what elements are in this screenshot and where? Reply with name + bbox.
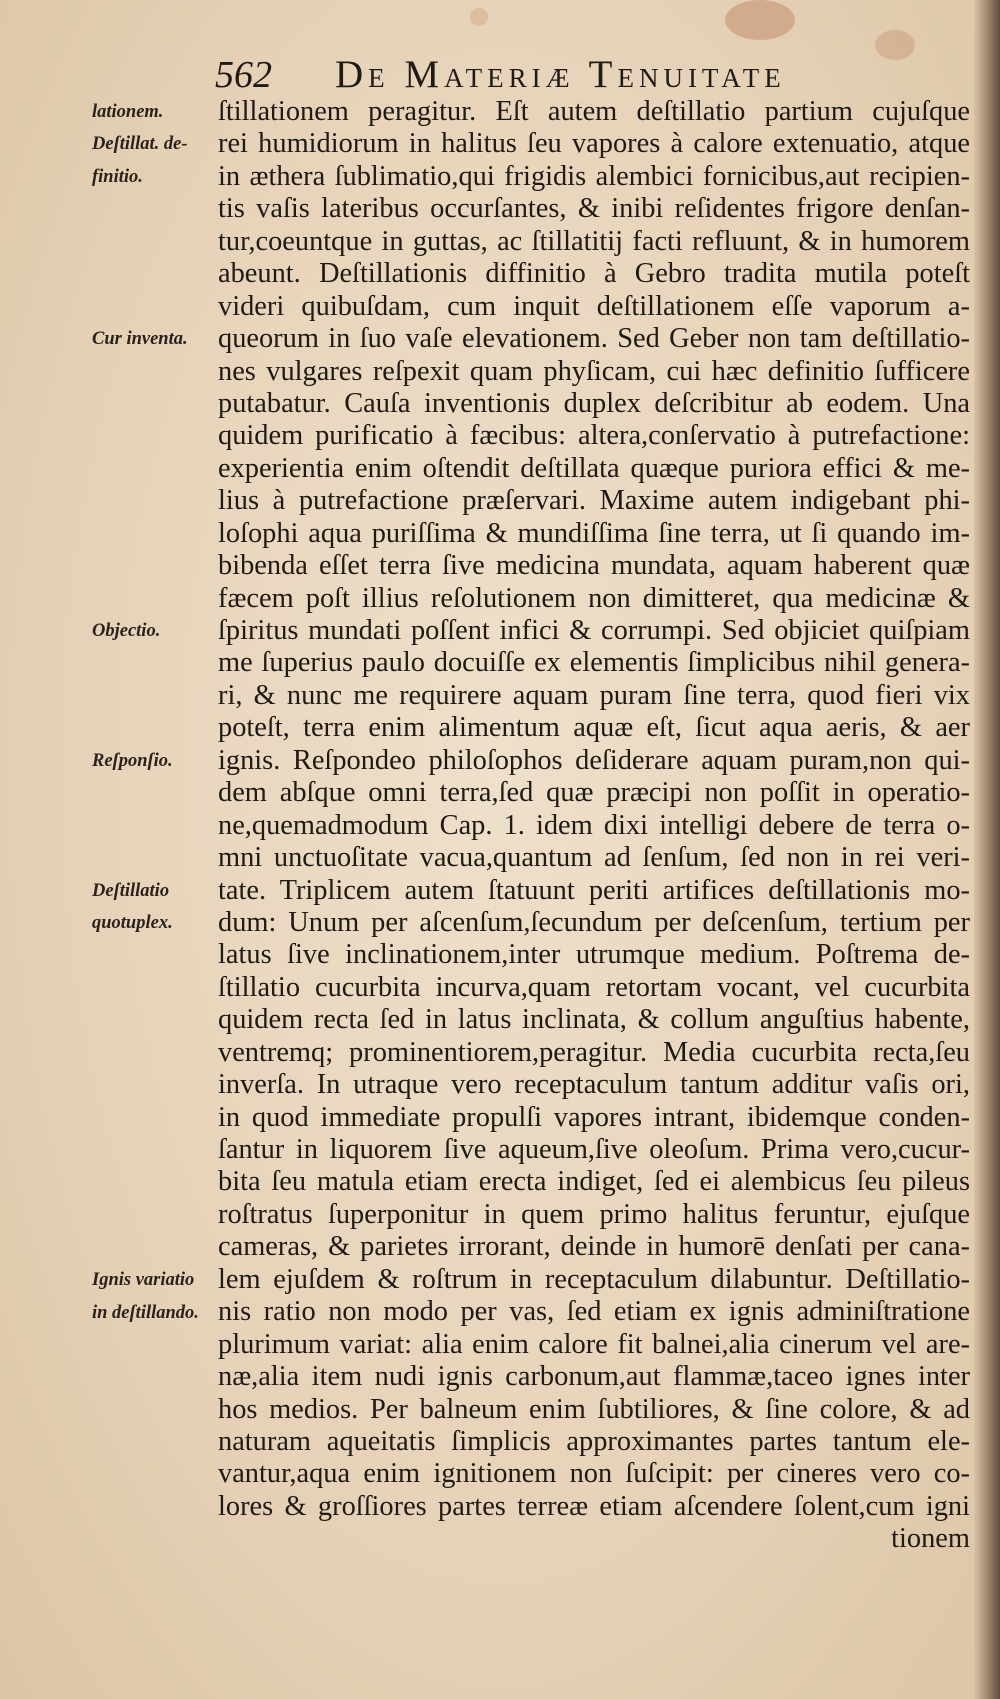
margin-note [92, 875, 224, 940]
text-line: mni unctuoſitate vacua,quantum ad ſenſum, ſed non in rei veri- [218, 842, 970, 874]
text-line: cameras, & parietes irrorant, deinde in humorē denſati per cana- [218, 1231, 970, 1263]
text-line: videri quibuſdam, cum inquit deſtillationem eſſe vaporum a- [218, 290, 970, 322]
text-line: hos medios. Per balneum enim ſubtiliores, & ſine colore, & ad [218, 1393, 970, 1425]
text-line: bibenda eſſet terra ſive medicina mundata, aquam haberent quæ [218, 550, 970, 582]
body-text [218, 96, 970, 1556]
text-line: poteſt, terra enim alimentum aquæ eſt, ſicut aqua aeris, & aer [218, 712, 970, 744]
text-line: in quod immediate propulſi vapores intrant, ibidemque conden- [218, 1101, 970, 1133]
text-line: ſpiritus mundati poſſent infici & corrumpi. Sed objiciet quiſpiam [218, 615, 970, 646]
margin-note [92, 323, 224, 355]
margin-note-line: Ignis variatio [92, 1270, 195, 1291]
text-line: ſantur in liquorem ſive aqueum,ſive oleoſum. Prima vero,cucur- [218, 1134, 970, 1165]
page-gutter-shadow [974, 0, 1000, 1699]
text-line: plurimum variat: alia enim calore fit balnei,alia cinerum vel are- [218, 1328, 970, 1360]
text-line: lores & groſſiores partes terreæ etiam aſcendere ſolent,cum igni [218, 1490, 970, 1522]
text-line: me ſuperius paulo docuiſſe ex elementis ſimplicibus nihil generа- [218, 647, 970, 679]
margin-note-line: Cur inventa. [92, 329, 188, 350]
text-line: abeunt. Deſtillationis diffinitio à Gebro tradita mutila poteſt [218, 258, 970, 290]
text-line: nes vulgares reſpexit quam phyſicam, cui hæc definitio ſufficere [218, 355, 970, 387]
margin-note [92, 96, 224, 128]
text-line: dum: Unum per aſcenſum,ſecundum per deſcenſum, tertium per [218, 906, 970, 938]
margin-note-line: lationem. [92, 102, 164, 122]
page-stain [725, 0, 795, 40]
text-line: tate. Triplicem autem ſtatuunt periti artifices deſtillationis mo- [218, 874, 970, 906]
text-line: vantur,aqua enim ignitionem non ſuſcipit: per cineres vero co- [218, 1458, 970, 1490]
text-line: naturam aqueitatis ſimplicis approximantes partes tantum ele- [218, 1425, 970, 1457]
margin-note [92, 128, 224, 193]
text-line: ignis. Reſpondeo philoſophos deſiderare aquam puram,non qui- [218, 744, 970, 776]
margin-note-line: quotuplex. [92, 913, 173, 934]
page-number: 562 [215, 54, 272, 96]
text-line: lius à putrefactione præſervari. Maxime autem indigebant phi- [218, 485, 970, 517]
text-line: dem abſque omni terra,ſed quæ præcipi non poſſit in operatio- [218, 777, 970, 809]
text-line: ri, & nunc me requirere aquam puram ſine terra, quod fieri vix [218, 679, 970, 711]
margin-note [92, 615, 224, 647]
text-line: ſtillationem peragitur. Eſt autem deſtillatio partium cujuſque [218, 96, 970, 127]
text-line: ſtillatio cucurbita incurva,quam retortam vocant, vel cucurbita [218, 971, 970, 1003]
text-line: bita ſeu matula etiam erecta indiget, ſed ei alembicus ſeu pileus [218, 1166, 970, 1198]
text-line: quidem recta ſed in latus inclinata, & collum anguſtius habente, [218, 1004, 970, 1036]
text-line: quidem purificatio à fæcibus: altera,conſervatio à putrefactione: [218, 420, 970, 452]
running-title: De Materiæ Tenuitate [335, 53, 786, 96]
page-stain [470, 8, 488, 26]
text-line: næ,alia item nudi ignis carbonum,aut flammæ,taceo ignes inter [218, 1361, 970, 1393]
margin-note-line: in deſtillando. [92, 1302, 199, 1323]
margin-note-line: Deſtillat. de- [92, 134, 188, 155]
text-line: in æthera ſublimatio,qui frigidis alembici fornicibus,aut recipien- [218, 160, 970, 192]
text-line: rei humidiorum in halitus ſeu vapores à calore extenuatio, atque [218, 128, 970, 160]
margin-note-line: Deſtillatio [92, 880, 170, 901]
margin-note-line: finitio. [92, 166, 143, 187]
margin-note [92, 745, 224, 777]
text-line: roſtratus ſuperponitur in quem primo halitus feruntur, ejuſque [218, 1198, 970, 1230]
text-line: putabatur. Cauſa inventionis duplex deſcribitur ab eodem. Una [218, 387, 970, 419]
text-line: ne,quemadmodum Cap. 1. idem dixi intelligi debere de terra o- [218, 809, 970, 841]
text-line: inverſa. In utraque vero receptaculum tantum additur vaſis ori, [218, 1069, 970, 1101]
text-line: tur,coeuntque in guttas, ac ſtillatitij facti refluunt, & in humorem [218, 225, 970, 257]
text-line: latus ſive inclinationem,inter utrumque medium. Poſtrema de- [218, 939, 970, 971]
margin-note-line: Reſponſio. [92, 751, 173, 771]
text-line: lem ejuſdem & roſtrum in receptaculum dilabuntur. Deſtillatio- [218, 1263, 970, 1295]
text-line: fæcem poſt illius reſolutionem non dimitteret, qua medicinæ & [218, 582, 970, 614]
text-line: experientia enim oſtendit deſtillata quæque puriora effici & me- [218, 452, 970, 484]
text-line: queorum in ſuo vaſe elevationem. Sed Geber non tam deſtillatio- [218, 323, 970, 355]
catchword: tionem [891, 1523, 970, 1555]
text-line: loſophi aqua puriſſima & mundiſſima ſine terra, ut ſi quando im- [218, 517, 970, 549]
margin-note-line: Objectio. [92, 621, 161, 642]
text-line: nis ratio non modo per vas, ſed etiam ex ignis adminiſtratione [218, 1296, 970, 1328]
margin-note [92, 1264, 224, 1329]
text-line: ventremq; prominentiorem,peragitur. Media cucurbita recta,ſeu [218, 1036, 970, 1068]
page-stain [875, 30, 915, 60]
text-line: tis vaſis lateribus occurſantes, & inibi reſidentes frigore denſan- [218, 193, 970, 225]
